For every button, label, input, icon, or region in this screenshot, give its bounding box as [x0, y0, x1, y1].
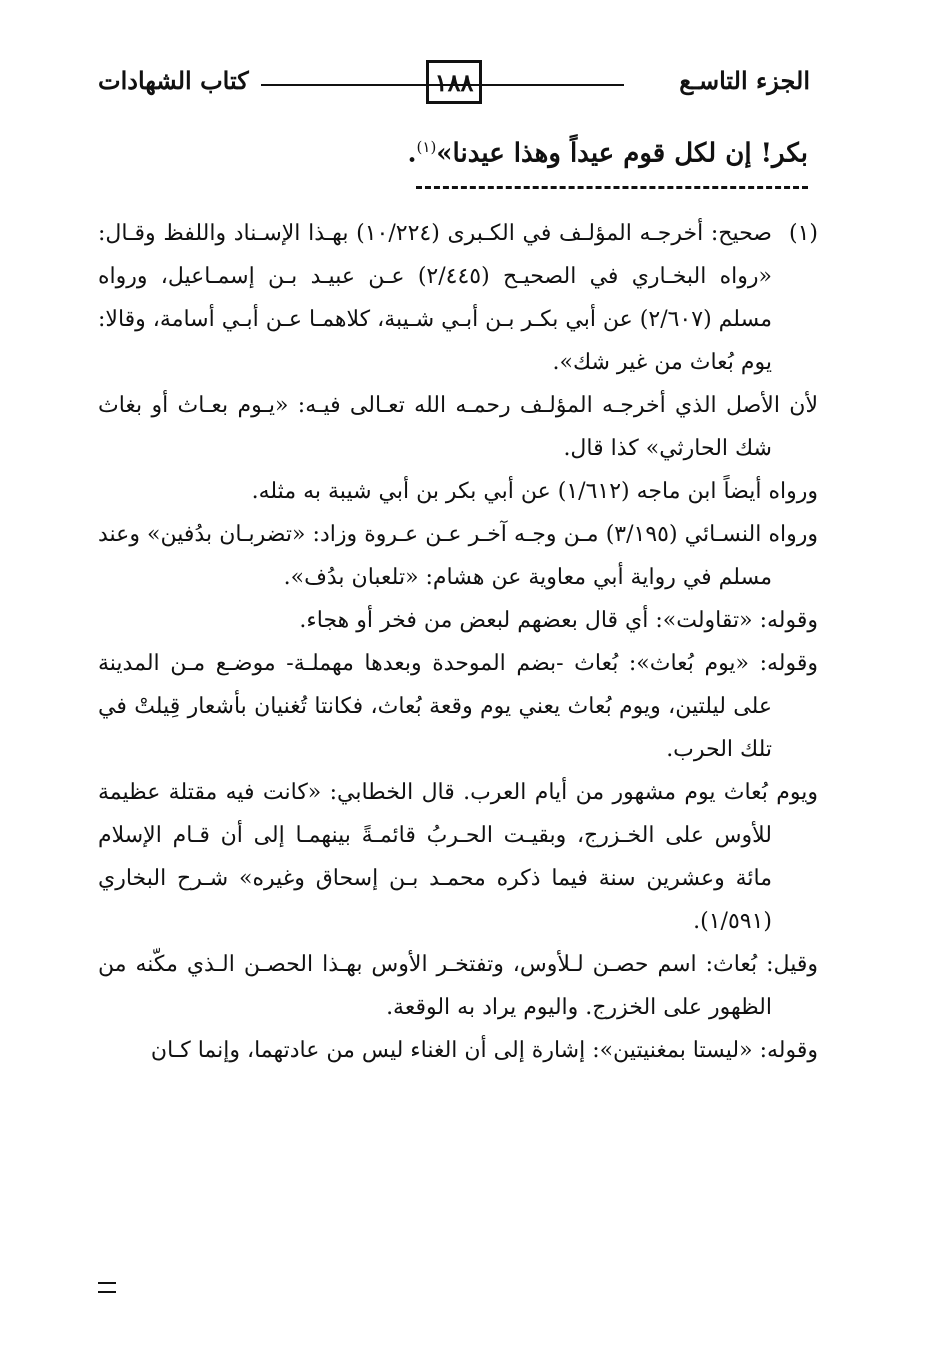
page-number: ١٨٨ — [426, 60, 482, 104]
footnotes — [98, 212, 818, 1072]
running-header — [98, 60, 810, 116]
main-text-body: بكر! إن لكل قوم عيداً وهذا عيدنا» — [436, 138, 808, 169]
main-text-end: . — [407, 138, 417, 169]
footnote-text: وقوله: «يوم بُعاث»: بُعاث -بضم الموحدة وبعدها مهملـة- موضـع مـن المدينة على ليلتين، ويوم بُعاث يعني يوم وقعة بُعاث، فكانتا تُغنيان بأشعار قِيلتْ في تلك الحرب. — [98, 651, 818, 762]
footnote-reference: (١) — [416, 138, 437, 156]
continuation-mark — [98, 1282, 116, 1293]
footnote-text: صحيح: أخرجـه المؤلـف في الكـبرى (١٠/٢٢٤) بهـذا الإسـناد واللفظ وقـال: «رواه البخـاري في الصحيـح (٢/٤٤٥) عـن عبيـد بـن إسمـاعيل، ورواه مسلم (٢/٦٠٧) عن أبي بكـر بـن أبـي شـيبة، كلاهمـا عـن أبـي أسامة، وقالا: يوم بُعاث من غير شك». — [98, 221, 772, 375]
main-text — [407, 138, 808, 169]
footnote-paragraph — [98, 470, 818, 513]
footnote-paragraph — [98, 599, 818, 642]
footnote-paragraph — [98, 771, 818, 943]
footnote-number: (١) — [788, 221, 818, 246]
footnote-text: ويوم بُعاث يوم مشهور من أيام العرب. قال الخطابي: «كانت فيه مقتلة عظيمة للأوس على الخـزرج، وبقيـت الحـربُ قائمـةً بينهمـا إلى أن قـام الإسلام مائة وعشرين سنة فيما ذكره محمـد بـن إسحاق وغيره» شـرح البخاري (١/٥٩١). — [98, 780, 818, 934]
footnote-separator — [416, 186, 808, 189]
footnote-text: ورواه أيضاً ابن ماجه (١/٦١٢) عن أبي بكر بن أبي شيبة به مثله. — [251, 479, 818, 504]
footnote-text: وقيل: بُعاث: اسم حصـن لـلأوس، وتفتخـر الأوس بهـذا الحصـن الـذي مكّنه من الظهور على الخزرج. واليوم يراد به الوقعة. — [98, 952, 818, 1020]
footnote-paragraph — [98, 212, 818, 384]
footnote-text: وقوله: «ليستا بمغنيتين»: إشارة إلى أن الغناء ليس من عادتهما، وإنما كـان — [150, 1038, 818, 1063]
header-rule-left — [261, 84, 446, 86]
volume-title: الجزء التاسـع — [679, 66, 810, 95]
footnote-paragraph — [98, 384, 818, 470]
footnote-text: لأن الأصل الذي أخرجـه المؤلـف رحمـه الله تعـالى فيـه: «يـوم بعـاث أو بغاث شك الحارثي» كذا قال. — [98, 393, 818, 461]
footnote-text: وقوله: «تقاولت»: أي قال بعضهم لبعض من فخر أو هجاء. — [299, 608, 818, 633]
footnote-paragraph — [98, 513, 818, 599]
book-title: كتاب الشهادات — [98, 66, 249, 95]
footnote-text: ورواه النسـائي (٣/١٩٥) مـن وجـه آخـر عـن عـروة وزاد: «تضربـان بدُفين» وعند مسلم في رواية أبي معاوية عن هشام: «تلعبان بدُف». — [98, 522, 818, 590]
footnote-paragraph — [98, 1029, 818, 1072]
footnote-paragraph — [98, 642, 818, 771]
footnote-paragraph — [98, 943, 818, 1029]
